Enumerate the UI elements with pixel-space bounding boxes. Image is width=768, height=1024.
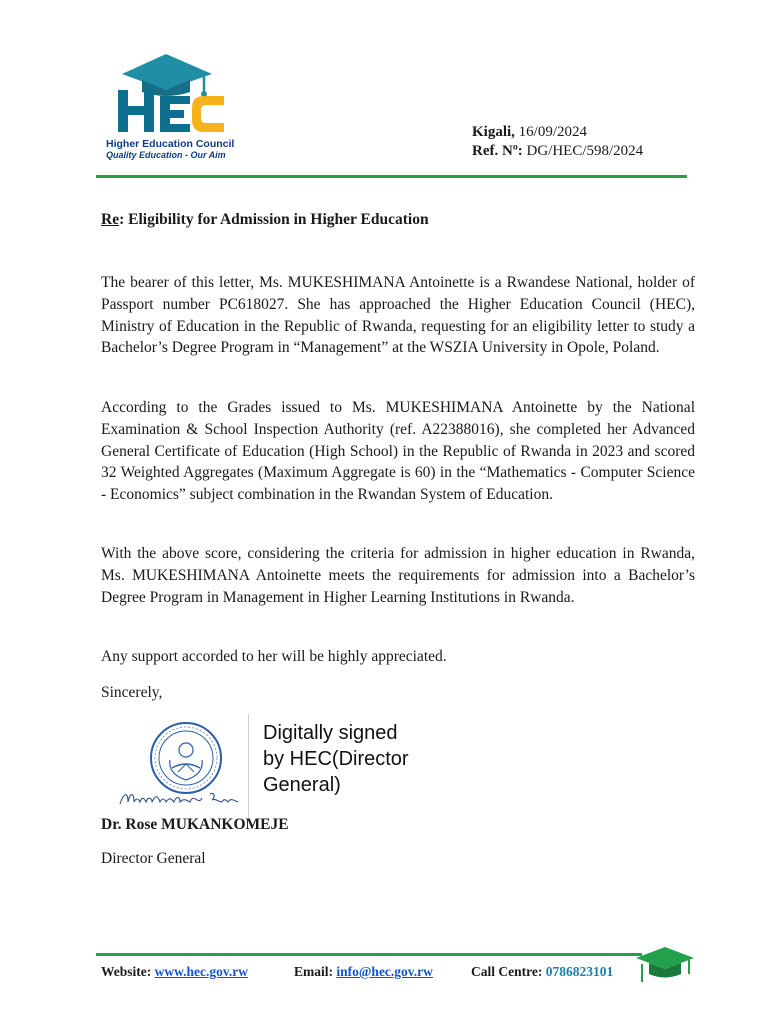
phone-number: 0786823101 — [545, 964, 614, 979]
handwritten-signature-icon — [118, 786, 242, 810]
email-label: Email: — [294, 964, 333, 979]
paragraph-3-text: With the above score, considering the criteria for admission in higher education in Rwanda, Ms. MUKESHIMANA Antoinette meets the requirements for admission into a Bachelor’s Degree Program in Management in Higher Learning Institutions in Rwanda. — [101, 545, 695, 606]
digital-signature-line-3: General) — [263, 774, 341, 796]
digital-signature-line-2: by HEC(Director — [263, 748, 409, 770]
paragraph-4 — [101, 646, 695, 668]
paragraph-2 — [101, 397, 695, 506]
city-label: Kigali, — [472, 124, 515, 140]
paragraph-2-text: According to the Grades issued to Ms. MUKESHIMANA Antoinette by the National Examination & School Inspection Authority (ref. A22388016), she completed her Advanced General Certificate of Education (High School) in the Republic of Rwanda in 2023 and scored 32 Weighted Aggregates (Maximum Aggregate is 60) in the “Mathematics - Computer Science - Economics” subject combination in the Rwandan System of Education. — [101, 399, 695, 504]
ref-value: DG/HEC/598/2024 — [526, 143, 644, 159]
letter-date: 16/09/2024 — [518, 124, 588, 140]
subject-re: Re — [101, 211, 120, 228]
paragraph-1-text: The bearer of this letter, Ms. MUKESHIMANA Antoinette is a Rwandese National, holder of Passport number PC618027. She has approached the Higher Education Council (HEC), Ministry of Education in the Republic of Rwanda, requesting for an eligibility letter to study a Bachelor’s Degree Program in “Management” at the WSZIA University in Opole, Poland. — [101, 274, 695, 357]
signer-role: Director General — [101, 850, 206, 867]
graduation-cap-logo-icon — [104, 52, 254, 140]
digital-signature-line-1: Digitally signed — [263, 722, 398, 744]
footer-phone — [471, 964, 613, 980]
ref-label: Ref. Nº: — [472, 143, 523, 159]
hec-logo — [104, 52, 254, 164]
logo-name: Higher Education Council — [106, 138, 235, 150]
letter-date-line — [472, 124, 587, 141]
paragraph-3 — [101, 543, 695, 608]
phone-label: Call Centre: — [471, 964, 543, 979]
digital-signature-text — [263, 720, 463, 798]
letter-reference-line — [472, 143, 643, 160]
email-link[interactable]: info@hec.gov.rw — [336, 964, 433, 979]
signature-divider — [248, 714, 249, 818]
footer-website — [101, 964, 248, 980]
paragraph-4-text: Any support accorded to her will be highly appreciated. — [101, 648, 447, 665]
header-divider — [96, 175, 687, 178]
letter-subject — [101, 211, 429, 229]
signer-name: Dr. Rose MUKANKOMEJE — [101, 816, 289, 833]
graduation-cap-footer-icon — [634, 944, 696, 984]
website-label: Website: — [101, 964, 152, 979]
subject-text: : Eligibility for Admission in Higher Education — [119, 211, 429, 228]
official-seal-icon — [148, 720, 224, 796]
footer-divider — [96, 953, 642, 956]
logo-tagline: Quality Education - Our Aim — [106, 150, 226, 160]
paragraph-1 — [101, 272, 695, 359]
closing-text: Sincerely, — [101, 684, 163, 701]
footer-email — [294, 964, 433, 980]
website-link[interactable]: www.hec.gov.rw — [154, 964, 248, 979]
closing — [101, 682, 695, 704]
